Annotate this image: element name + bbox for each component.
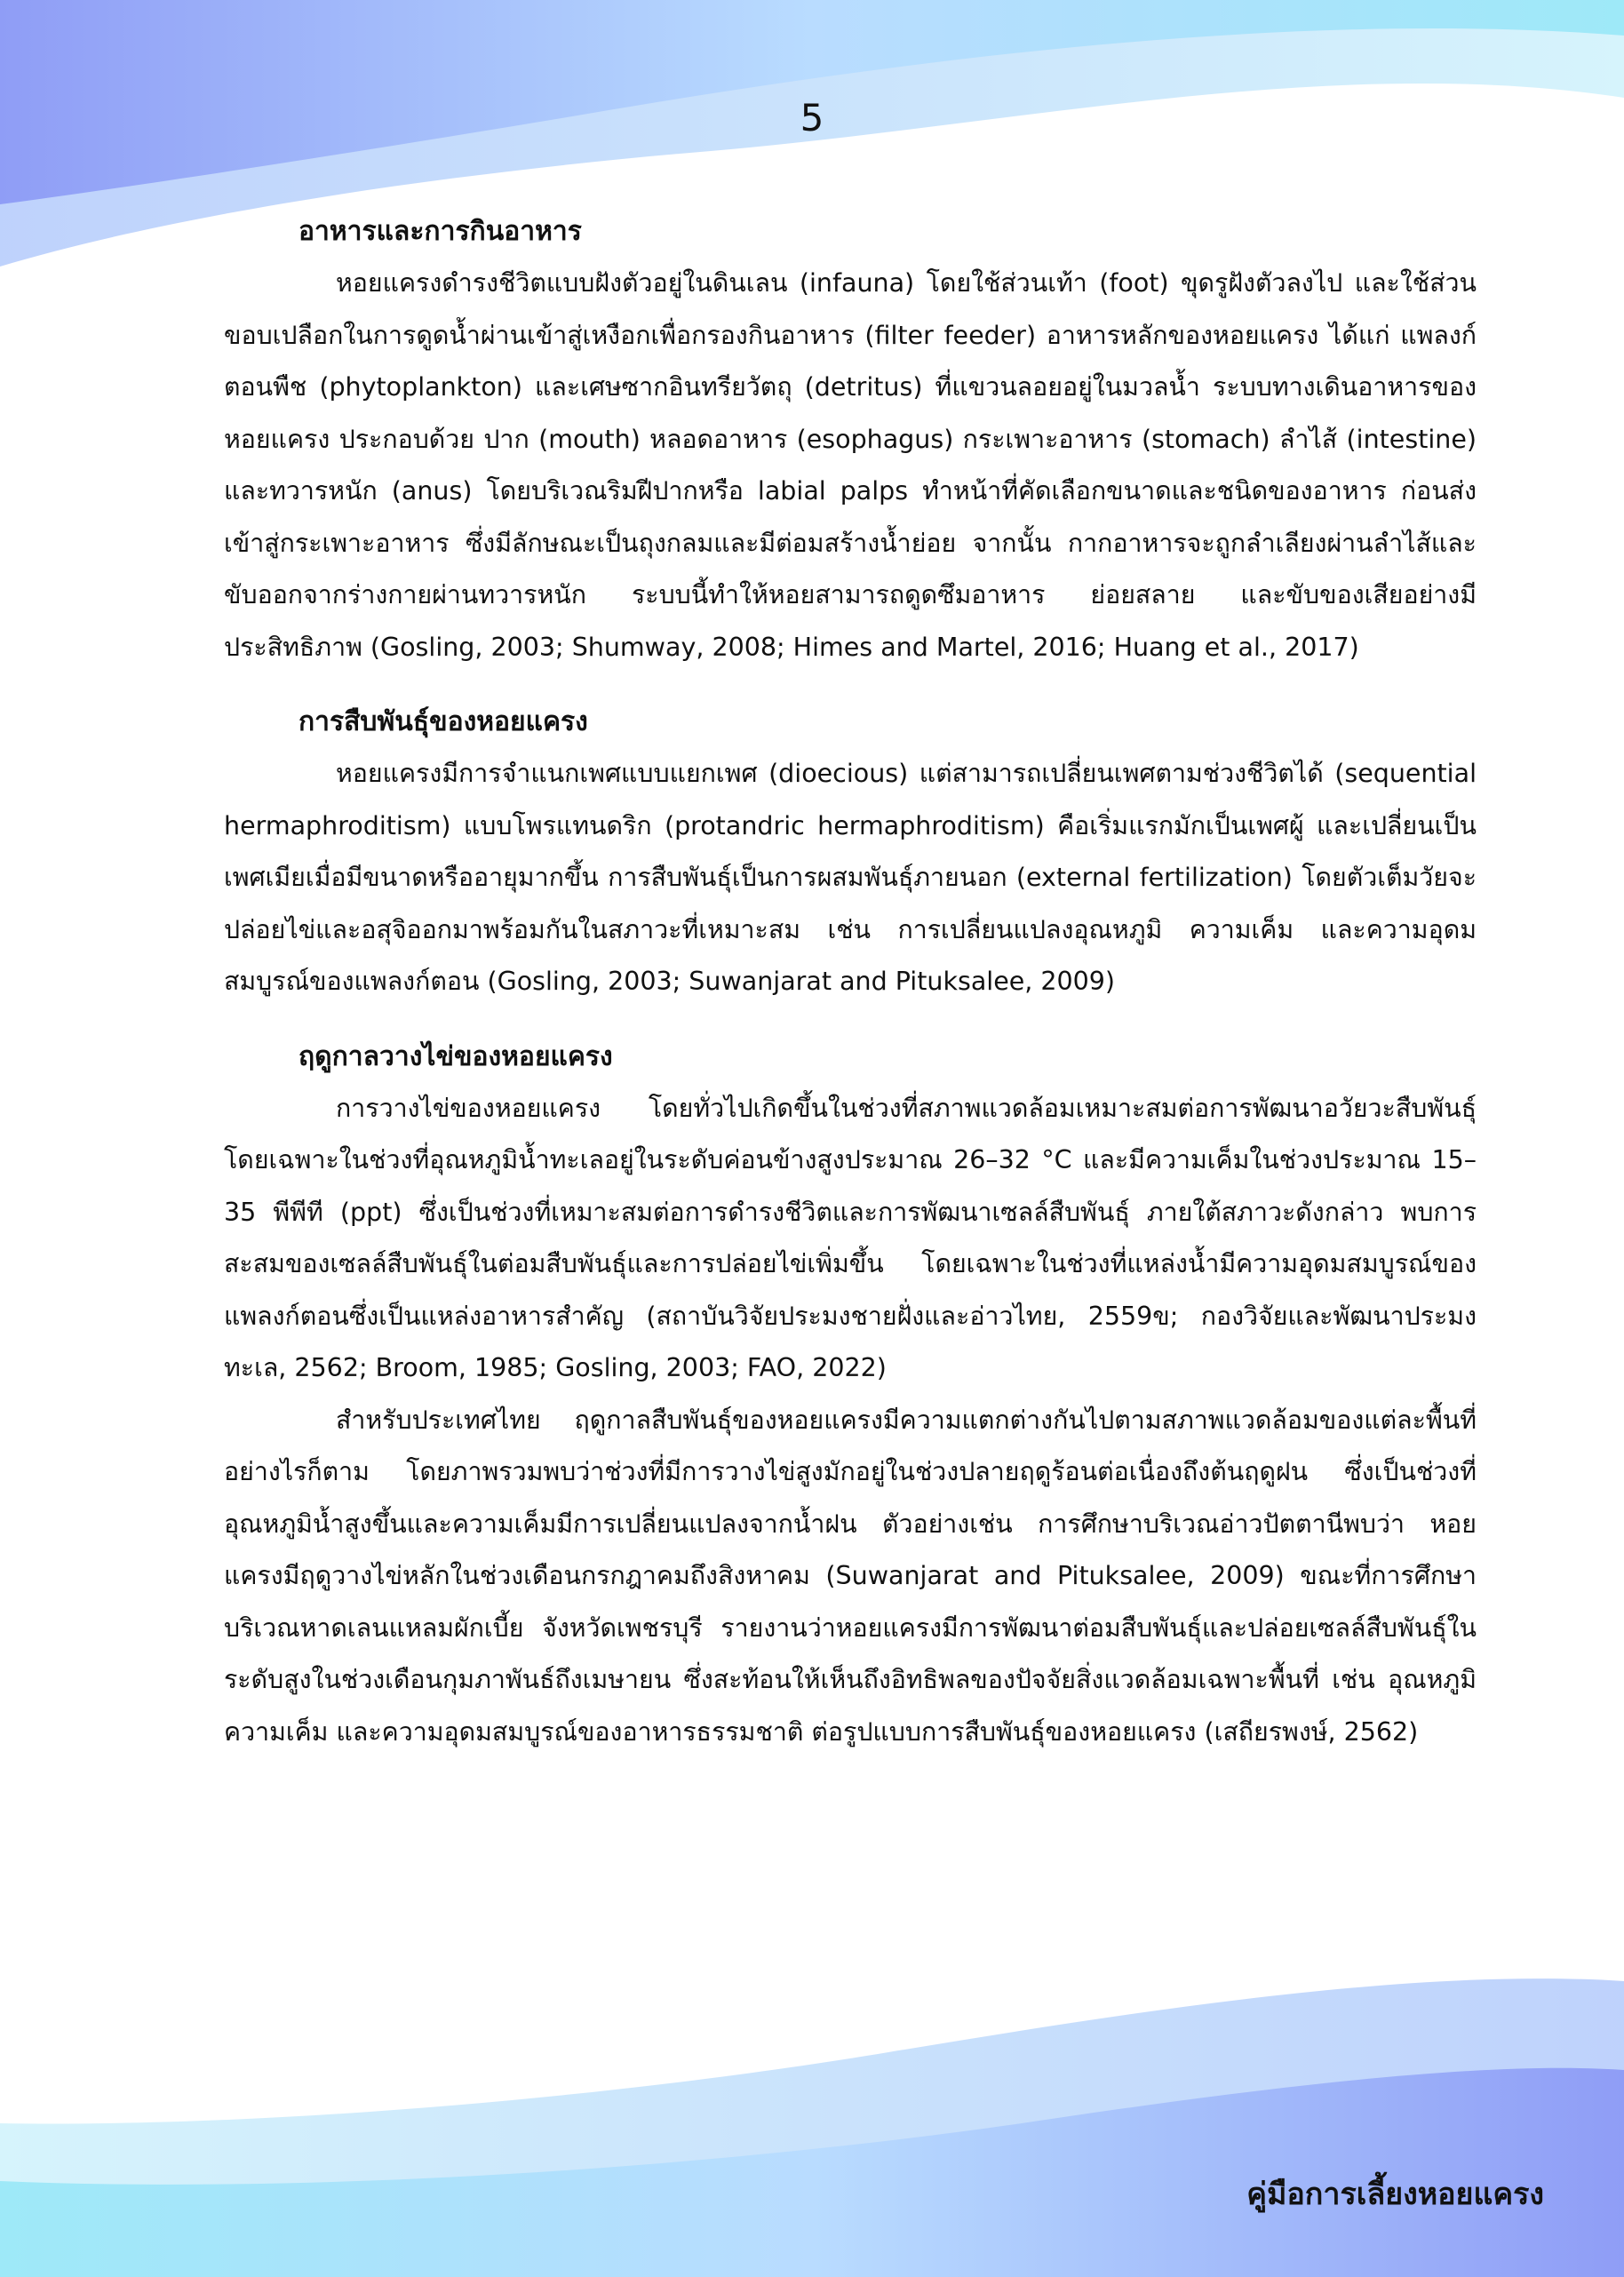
section-reproduction <box>224 697 1477 1008</box>
section-heading: ฤดูกาลวางไข่ของหอยแครง <box>299 1040 613 1072</box>
paragraph: สำหรับประเทศไทย ฤดูกาลสืบพันธุ์ของหอยแครงมีความแตกต่างกันไปตามสภาพแวดล้อมของแต่ละพื้นที่ อย่างไรก็ตาม โดยภาพรวมพบว่าช่วงที่มีการวางไข่สูงมักอยู่ในช่วงปลายฤดูร้อนต่อเนื่องถึงต้นฤดูฝน ซึ่งเป็นช่วงที่อุณหภูมิน้ำสูงขึ้นและความเค็มมีการเปลี่ยนแปลงจากน้ำฝน ตัวอย่างเช่น การศึกษาบริเวณอ่าวปัตตานีพบว่า หอยแครงมีฤดูวางไข่หลักในช่วงเดือนกรกฎาคมถึงสิงหาคม (Suwanjarat and Pituksalee, 2009) ขณะที่การศึกษาบริเวณหาดเลนแหลมผักเบี้ย จังหวัดเพชรบุรี รายงานว่าหอยแครงมีการพัฒนาต่อมสืบพันธุ์และปล่อยเซลล์สืบพันธุ์ในระดับสูงในช่วงเดือนกุมภาพันธ์ถึงเมษายน ซึ่งสะท้อนให้เห็นถึงอิทธิพลของปัจจัยสิ่งแวดล้อมเฉพาะพื้นที่ เช่น อุณหภูมิ ความเค็ม และความอุดมสมบูรณ์ของอาหารธรรมชาติ ต่อรูปแบบการสืบพันธุ์ของหอยแครง (เสถียรพงษ์, 2562) <box>224 1405 1477 1747</box>
section-spawning-season <box>224 1031 1477 1759</box>
paragraph: หอยแครงมีการจำแนกเพศแบบแยกเพศ (dioecious) แต่สามารถเปลี่ยนเพศตามช่วงชีวิตได้ (sequential hermaphroditism) แบบโพรแทนดริก (protandric hermaphroditism) คือเริ่มแรกมักเป็นเพศผู้ และเปลี่ยนเป็นเพศเมียเมื่อมีขนาดหรืออายุมากขึ้น การสืบพันธุ์เป็นการผสมพันธุ์ภายนอก (external fertilization) โดยตัวเต็มวัยจะปล่อยไข่และอสุจิออกมาพร้อมกันในสภาวะที่เหมาะสม เช่น การเปลี่ยนแปลงอุณหภูมิ ความเค็ม และความอุดมสมบูรณ์ของแพลงก์ตอน (Gosling, 2003; Suwanjarat and Pituksalee, 2009) <box>224 759 1477 996</box>
paragraph: หอยแครงดำรงชีวิตแบบฝังตัวอยู่ในดินเลน (infauna) โดยใช้ส่วนเท้า (foot) ขุดรูฝังตัวลงไป และใช้ส่วนขอบเปลือกในการดูดน้ำผ่านเข้าสู่เหงือกเพื่อกรองกินอาหาร (filter feeder) อาหารหลักของหอยแครง ได้แก่ แพลงก์ตอนพืช (phytoplankton) และเศษซากอินทรียวัตถุ (detritus) ที่แขวนลอยอยู่ในมวลน้ำ ระบบทางเดินอาหารของหอยแครง ประกอบด้วย ปาก (mouth) หลอดอาหาร (esophagus) กระเพาะอาหาร (stomach) ลำไส้ (intestine) และทวารหนัก (anus) โดยบริเวณริมฝีปากหรือ labial palps ทำหน้าที่คัดเลือกขนาดและชนิดของอาหาร ก่อนส่งเข้าสู่กระเพาะอาหาร ซึ่งมีลักษณะเป็นถุงกลมและมีต่อมสร้างน้ำย่อย จากนั้น กากอาหารจะถูกลำเลียงผ่านลำไส้และขับออกจากร่างกายผ่านทวารหนัก ระบบนี้ทำให้หอยสามารถดูดซึมอาหาร ย่อยสลาย และขับของเสียอย่างมีประสิทธิภาพ (Gosling, 2003; Shumway, 2008; Himes and Martel, 2016; Huang et al., 2017) <box>224 268 1477 662</box>
footer-book-title: คู่มือการเลี้ยงหอยแครง <box>1246 2177 1544 2212</box>
section-feeding <box>224 206 1477 673</box>
paragraph: การวางไข่ของหอยแครง โดยทั่วไปเกิดขึ้นในช่วงที่สภาพแวดล้อมเหมาะสมต่อการพัฒนาอวัยวะสืบพันธุ์ โดยเฉพาะในช่วงที่อุณหภูมิน้ำทะเลอยู่ในระดับค่อนข้างสูงประมาณ 26–32 °C และมีความเค็มในช่วงประมาณ 15–35 พีพีที (ppt) ซึ่งเป็นช่วงที่เหมาะสมต่อการดำรงชีวิตและการพัฒนาเซลล์สืบพันธุ์ ภายใต้สภาวะดังกล่าว พบการสะสมของเซลล์สืบพันธุ์ในต่อมสืบพันธุ์และการปล่อยไข่เพิ่มขึ้น โดยเฉพาะในช่วงที่แหล่งน้ำมีความอุดมสมบูรณ์ของแพลงก์ตอนซึ่งเป็นแหล่งอาหารสำคัญ (สถาบันวิจัยประมงชายฝั่งและอ่าวไทย, 2559ข; กองวิจัยและพัฒนาประมงทะเล, 2562; Broom, 1985; Gosling, 2003; FAO, 2022) <box>224 1093 1477 1382</box>
document-body <box>224 206 1477 1781</box>
section-heading: อาหารและการกินอาหาร <box>299 216 582 247</box>
page-number: 5 <box>800 96 824 139</box>
section-heading: การสืบพันธุ์ของหอยแครง <box>299 706 588 737</box>
